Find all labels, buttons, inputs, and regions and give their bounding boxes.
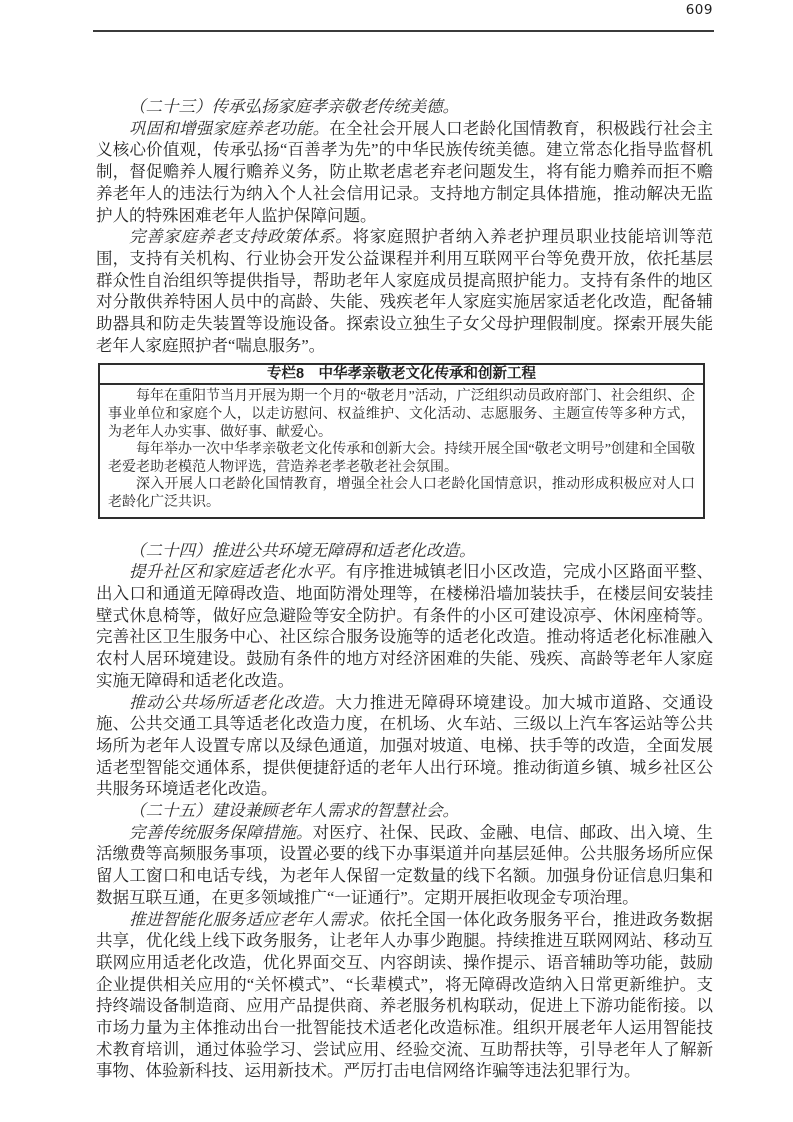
header-rule [93,30,714,32]
box-paragraph: 每年举办一次中华孝亲敬老文化传承和创新大会。持续开展全国“敬老文明号”创建和全国敬老爱老助老模范人物评选，营造养老孝老敬老社会氛围。 [108,442,695,475]
paragraph-lead: 推进智能化服务适应老年人需求。 [129,909,380,929]
page-content [96,96,713,1082]
paragraph [96,692,713,801]
section-24-heading: （二十四）推进公共环境无障碍和适老化改造。 [129,540,476,560]
box-paragraph: 深入开展人口老龄化国情教育，增强全社会人口老龄化国情意识，推动形成积极应对人口老龄化广泛共识。 [108,477,695,510]
section-25-heading: （二十五）建设兼顾老年人需求的智慧社会。 [129,801,459,821]
paragraph [96,909,713,1083]
paragraph [96,561,713,691]
paragraph-lead: 推动公共场所适老化改造。 [129,692,336,712]
paragraph [96,118,713,227]
paragraph-text: 对医疗、社保、民政、金融、电信、邮政、出入境、生活缴费等高频服务事项，设置必要的线下办事渠道并向基层延伸。公共服务场所应保留人工窗口和电话专线，为老年人保留一定数量的线下名额。加强身份证信息归集和数据互联互通，在更多领域推广“一证通行”。定期开展拒收现金专项治理。 [96,822,714,907]
paragraph-text: 在全社会开展人口老龄化国情教育，积极践行社会主义核心价值观，传承弘扬“百善孝为先”的中华民族传统美德。建立常态化指导监督机制，督促赡养人履行赡养义务，防止欺老虐老弃老问题发生，将有能力赡养而拒不赡养老年人的违法行为纳入个人社会信用记录。支持地方制定具体措施，推动解决无监护人的特殊困难老年人监护保障问题。 [96,118,714,225]
paragraph [96,226,713,356]
column-box-body [100,385,703,516]
column-box-label: 专栏8 [266,366,305,383]
paragraph-lead: 完善家庭养老支持政策体系。 [129,227,353,247]
column-box-title-text: 中华孝亲敬老文化传承和创新工程 [318,366,537,383]
paragraph-text: 有序推进城镇老旧小区改造，完成小区路面平整、出入口和通道无障碍改造、地面防滑处理等，在楼梯沿墙加装扶手，在楼层间安装挂壁式休息椅等，做好应急避险等安全防护。有条件的小区可建设凉亭、休闲座椅等。完善社区卫生服务中心、社区综合服务设施等的适老化改造。推动将适老化标准融入农村人居环境建设。鼓励有条件的地方对经济困难的失能、残疾、高龄等老年人家庭实施无障碍和适老化改造。 [96,562,714,690]
paragraph-lead: 完善传统服务保障措施。 [129,822,313,842]
page-number: 609 [685,2,713,18]
paragraph-lead: 巩固和增强家庭养老功能。 [129,118,330,138]
section-23-heading: （二十三）传承弘扬家庭孝亲敬老传统美德。 [129,97,459,116]
box-paragraph: 每年在重阳节当月开展为期一个月的“敬老月”活动，广泛组织动员政府部门、社会组织、企事业单位和家庭个人，以走访慰问、权益维护、文化活动、志愿服务、主题宣传等多种方式，为老年人办实事、做好事、献爱心。 [108,389,695,440]
paragraph-text: 大力推进无障碍环境建设。加大城市道路、交通设施、公共交通工具等适老化改造力度，在机场、火车站、三级以上汽车客运站等公共场所为老年人设置专席以及绿色通道，加强对坡道、电梯、扶手等的改造，全面发展适老型智能交通体系，提供便捷舒适的老年人出行环境。推动街道乡镇、城乡社区公共服务环境适老化改造。 [96,692,714,799]
paragraph-lead: 提升社区和家庭适老化水平。 [129,562,346,582]
paragraph-text: 将家庭照护者纳入养老护理员职业技能培训等范围，支持有关机构、行业协会开发公益课程并利用互联网平台等免费开放，依托基层群众性自治组织等提供指导，帮助老年人家庭成员提高照护能力。支持有条件的地区对分散供养特困人员中的高龄、失能、残疾老年人家庭实施居家适老化改造，配备辅助器具和防走失装置等设施设备。探索设立独生子女父母护理假制度。探索开展失能老年人家庭照护者“喘息服务”。 [96,227,714,355]
column-box-title [100,365,703,385]
paragraph-text: 依托全国一体化政务服务平台，推进政务数据共享，优化线上线下政务服务，让老年人办事少跑腿。持续推进互联网网站、移动互联网应用适老化改造，优化界面交互、内容朗读、操作提示、语音辅助等功能，鼓励企业提供相关应用的“关怀模式”、“长辈模式”，将无障碍改造纳入日常更新维护。支持终端设备制造商、应用产品提供商、养老服务机构联动，促进上下游功能衔接。以市场力量为主体推动出台一批智能技术适老化改造标准。组织开展老年人运用智能技术教育培训，通过体验学习、尝试应用、经验交流、互助帮扶等，引导老年人了解新事物、体验新科技、运用新技术。严厉打击电信网络诈骗等违法犯罪行为。 [96,909,714,1081]
paragraph [96,822,713,909]
column-box-8 [98,363,705,518]
